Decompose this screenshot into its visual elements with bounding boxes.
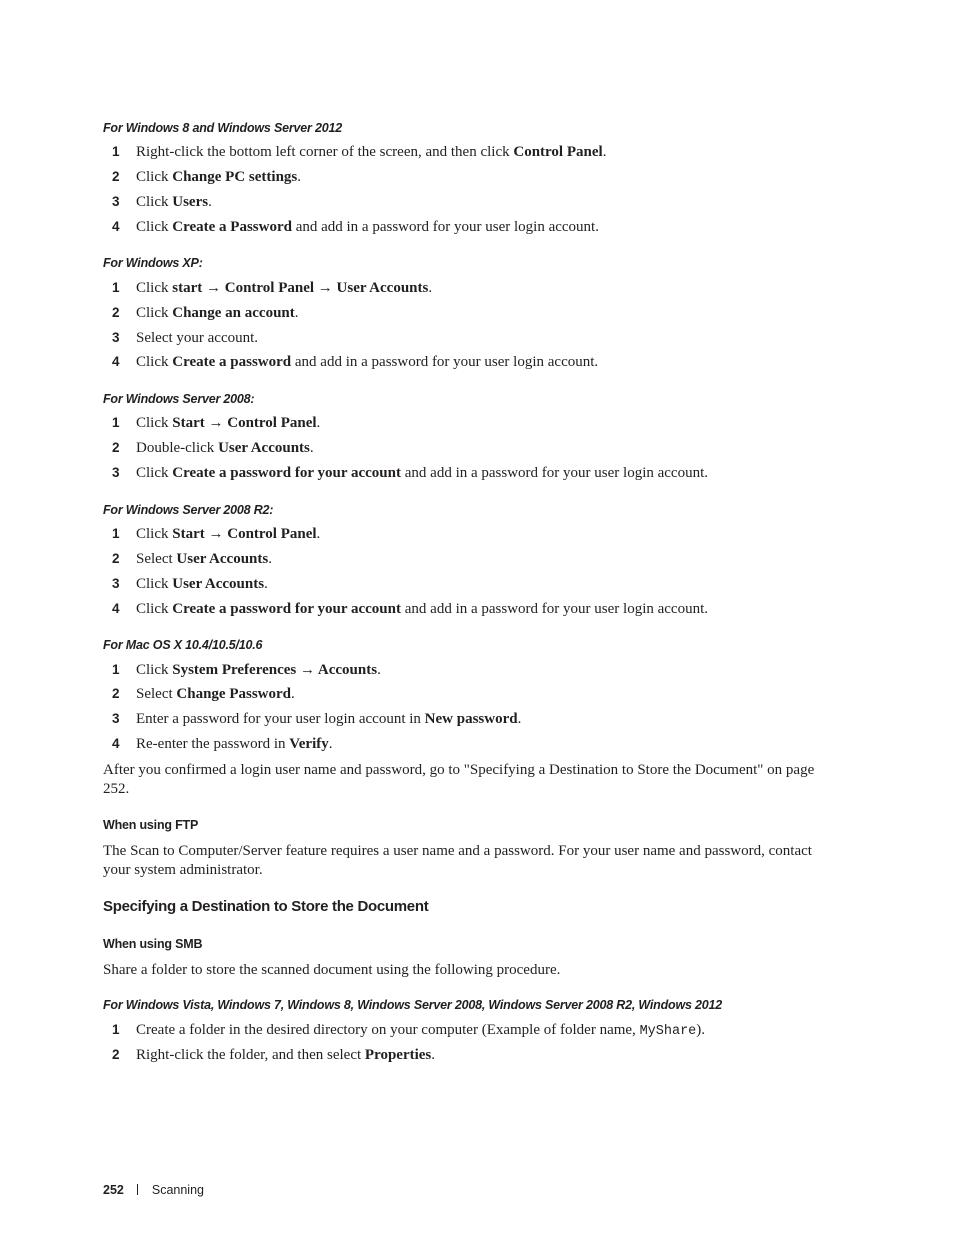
step-text: Click Create a password for your account and add in a password for your user login account. <box>136 601 709 617</box>
heading-mac-os-x: For Mac OS X 10.4/10.5/10.6 <box>103 638 263 652</box>
step-number: 3 <box>112 576 120 591</box>
step-text: Select User Accounts. <box>136 551 272 567</box>
smb-paragraph: Share a folder to store the scanned document using the following procedure. <box>103 962 561 978</box>
step-text: Enter a password for your user login account in New password. <box>136 711 522 727</box>
chapter-title: Scanning <box>151 1183 204 1197</box>
step-text: Select your account. <box>136 330 259 346</box>
step-number: 2 <box>112 440 120 455</box>
step-number: 3 <box>112 465 120 480</box>
page-number: 252 <box>103 1183 124 1197</box>
step-number: 2 <box>112 686 120 701</box>
step-text: Click start → Control Panel → User Accounts. <box>136 280 433 296</box>
heading-windows-server-2008: For Windows Server 2008: <box>103 392 255 406</box>
step-number: 3 <box>112 194 120 209</box>
folder-name-code: MyShare <box>639 1024 697 1039</box>
step-number: 3 <box>112 711 120 726</box>
step-text: Click Start → Control Panel. <box>136 415 321 431</box>
step-text: Click System Preferences → Accounts. <box>136 662 381 678</box>
step-number: 3 <box>112 330 120 345</box>
step-text: Click Change PC settings. <box>136 169 302 185</box>
heading-windows-8: For Windows 8 and Windows Server 2012 <box>103 121 342 135</box>
step-text: Click Create a Password and add in a password for your user login account. <box>136 219 599 235</box>
step-text: Re-enter the password in Verify. <box>136 736 333 752</box>
step-text: Click Create a password for your account and add in a password for your user login account. <box>136 465 709 481</box>
step-text: Select Change Password. <box>136 686 295 702</box>
step-number: 4 <box>112 219 120 234</box>
step-number: 2 <box>112 169 120 184</box>
step-number: 1 <box>112 526 120 541</box>
step-number: 1 <box>112 280 120 295</box>
ftp-heading: When using FTP <box>103 818 199 832</box>
step-text: Click Change an account. <box>136 305 299 321</box>
step-text: Click Start → Control Panel. <box>136 526 321 542</box>
heading-windows-xp: For Windows XP: <box>103 256 203 270</box>
step-text: Click Create a password and add in a password for your user login account. <box>136 354 599 370</box>
ftp-paragraph: The Scan to Computer/Server feature requires a user name and a password. For your user name and password, contact your system administrator. <box>103 843 812 878</box>
step-number: 1 <box>112 144 120 159</box>
step-number: 4 <box>112 736 120 751</box>
step-number: 2 <box>112 305 120 320</box>
page-footer <box>103 1181 204 1199</box>
footer-divider <box>137 1184 138 1195</box>
step-number: 1 <box>112 662 120 677</box>
step-number: 4 <box>112 601 120 616</box>
step-text: Right-click the folder, and then select Properties. <box>136 1047 436 1063</box>
step-number: 1 <box>112 415 120 430</box>
step-text: Create a folder in the desired directory on your computer (Example of folder name, MyShare). <box>136 1022 706 1039</box>
heading-windows-server-2008-r2: For Windows Server 2008 R2: <box>103 503 274 517</box>
smb-heading: When using SMB <box>103 937 203 951</box>
step-number: 1 <box>112 1022 120 1037</box>
step-text: Click User Accounts. <box>136 576 268 592</box>
step-text: Click Users. <box>136 194 212 210</box>
step-number: 2 <box>112 1047 120 1062</box>
after-confirm-paragraph: After you confirmed a login user name and password, go to "Specifying a Destination to Store the Document" on page 252. <box>103 762 815 797</box>
heading-windows-vista-etc: For Windows Vista, Windows 7, Windows 8, Windows Server 2008, Windows Server 2008 R2, Windows 2012 <box>103 998 723 1012</box>
step-number: 2 <box>112 551 120 566</box>
step-text: Right-click the bottom left corner of the screen, and then click Control Panel. <box>136 144 607 160</box>
step-number: 4 <box>112 354 120 369</box>
step-text: Double-click User Accounts. <box>136 440 314 456</box>
section-heading: Specifying a Destination to Store the Document <box>103 898 429 915</box>
